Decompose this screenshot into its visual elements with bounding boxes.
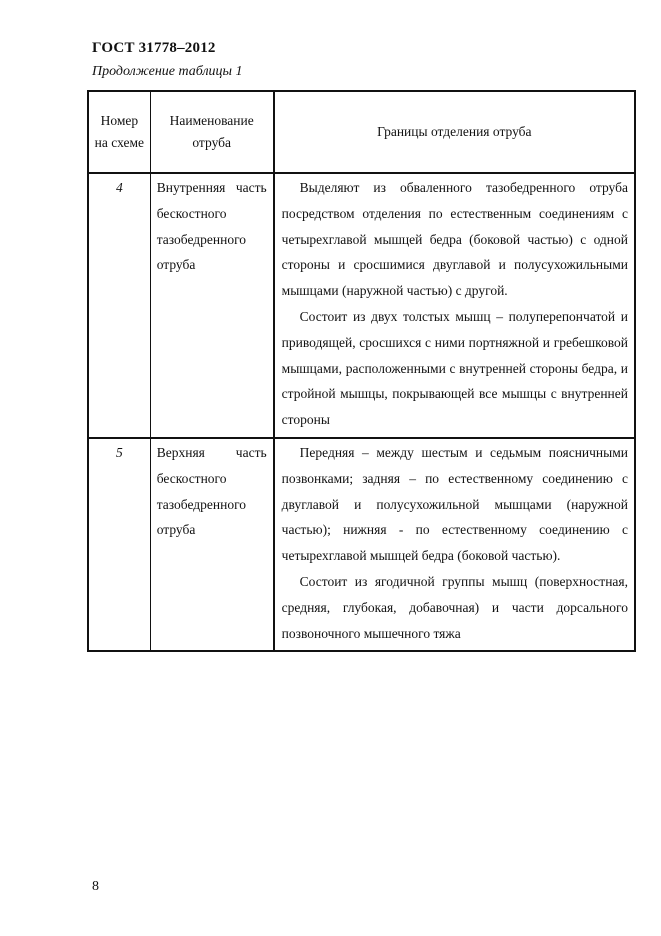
table-header-row bbox=[88, 91, 635, 173]
column-header-number: Номер на схеме bbox=[88, 91, 150, 173]
column-header-name: Наименование отруба bbox=[150, 91, 273, 173]
page-number: 8 bbox=[92, 879, 99, 894]
document-standard-title: ГОСТ 31778–2012 bbox=[92, 40, 216, 56]
table-continuation-label: Продолжение таблицы 1 bbox=[92, 64, 243, 79]
table-row bbox=[88, 438, 635, 651]
row-boundaries-cell bbox=[274, 173, 635, 438]
composition-paragraph: Состоит из двух толстых мышц – полуперепончатой и приводящей, сросшихся с ними портняжной и гребешковой мышцами, расположенными с внутренней стороны бедра, и стройной мышцы, покрывающей все мышцы с внутренней стороны bbox=[281, 308, 628, 428]
table-row bbox=[88, 173, 635, 438]
row-boundaries-cell bbox=[274, 438, 635, 651]
boundary-paragraph: Выделяют из обваленного тазобедренного отруба посредством отделения по естественным соединениям с четырехглавой мышцей бедра (боковой частью) с одной стороны и сросшимися двуглавой и полусухожильными мышцами (наружной частью) с другой. bbox=[281, 180, 628, 299]
column-header-boundaries: Границы отделения отруба bbox=[274, 91, 635, 173]
composition-paragraph: Состоит из ягодичной группы мышц (поверхностная, средняя, глубокая, добавочная) и части дорсального позвоночного мышечного тяжа bbox=[281, 573, 628, 641]
row-number-cell: 4 bbox=[88, 173, 150, 438]
row-number-cell: 5 bbox=[88, 438, 150, 651]
row-name-cell: Внутренняя часть бескостного тазобедренного отруба bbox=[150, 173, 273, 438]
boundary-paragraph: Передняя – между шестым и седьмым поясничными позвонками; задняя – по естественному соединению с двуглавой и полусухожильной мышцами (наружной частью); нижняя - по естественному соединению с четырехглавой мышцей бедра (боковой частью). bbox=[281, 444, 628, 564]
cut-boundaries-table bbox=[87, 90, 636, 652]
row-name-cell: Верхняя часть бескостного тазобедренного отруба bbox=[150, 438, 273, 651]
